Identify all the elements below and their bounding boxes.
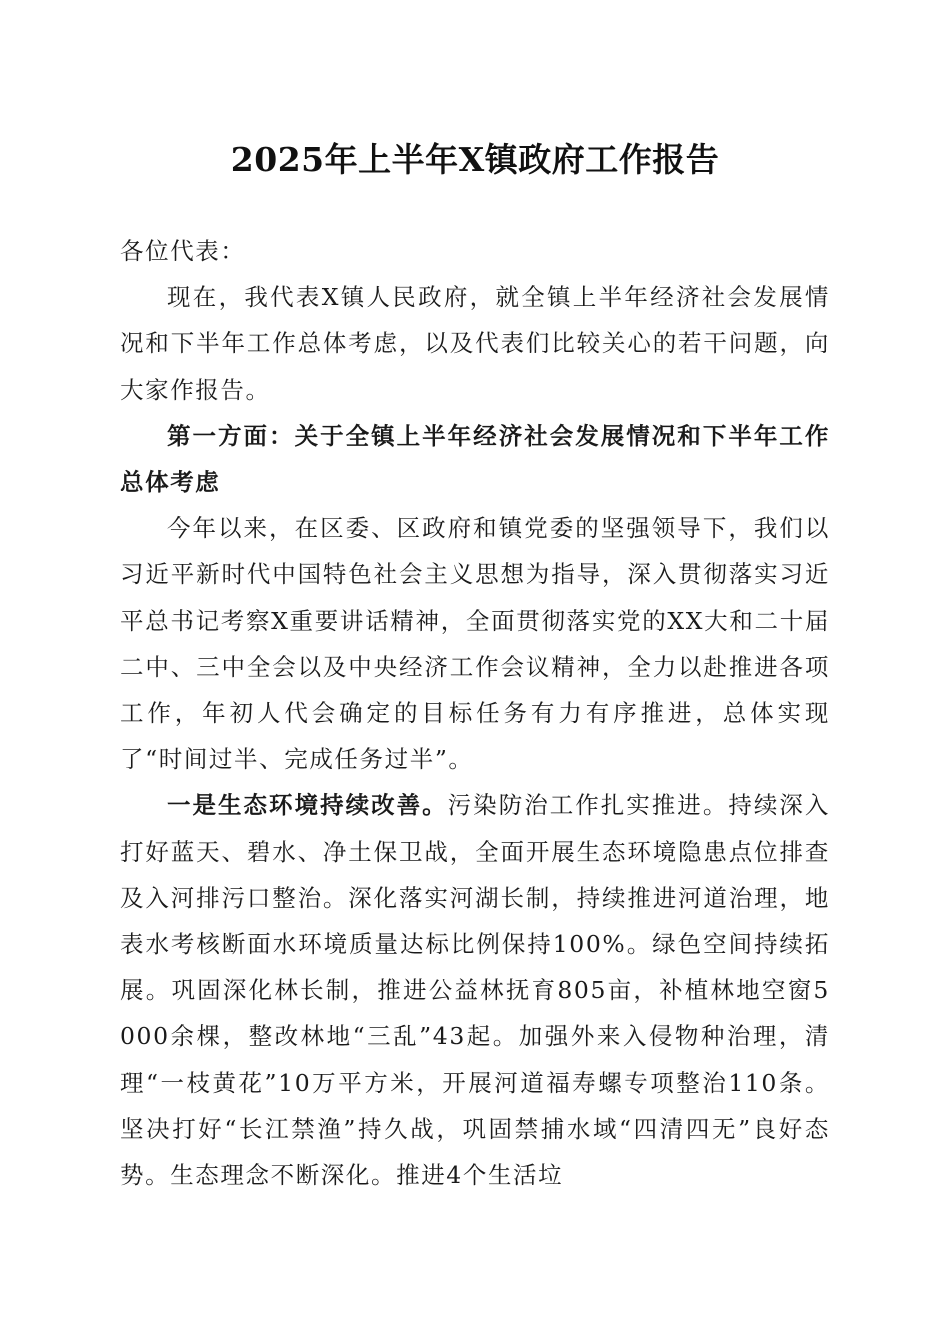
document-title: 2025年上半年X镇政府工作报告 — [230, 140, 720, 179]
paragraph-ecology-text: 污染防治工作扎实推进。持续深入打好蓝天、碧水、净土保卫战，全面开展生态环境隐患点位排查及入河排污口整治。深化落实河湖长制，持续推进河道治理，地表水考核断面水环境质量达标比例保持100%。绿色空间持续拓展。巩固深化林长制，推进公益林抚育805亩，补植林地空窗5000余棵，整改林地“三乱”43起。加强外来入侵物种治理，清理“一枝黄花”10万平方米，开展河道福寿螺专项整治110条。坚决打好“长江禁渔”持久战，巩固禁捕水域“四清四无”良好态势。生态理念不断深化。推进4个生活垃 — [120, 791, 830, 1190]
paragraph-intro: 现在，我代表X镇人民政府，就全镇上半年经济社会发展情况和下半年工作总体考虑，以及代表们比较关心的若干问题，向大家作报告。 — [120, 283, 830, 404]
salutation: 各位代表： — [120, 237, 246, 265]
paragraph-lead: 一是生态环境持续改善。 — [167, 791, 448, 820]
paragraph-ecology — [120, 782, 830, 1198]
document-body — [120, 228, 830, 1198]
section-heading: 第一方面：关于全镇上半年经济社会发展情况和下半年工作总体考虑 — [120, 421, 830, 497]
paragraph-overview: 今年以来，在区委、区政府和镇党委的坚强领导下，我们以习近平新时代中国特色社会主义思想为指导，深入贯彻落实习近平总书记考察X重要讲话精神，全面贯彻落实党的XX大和二十届二中、三中全会以及中央经济工作会议精神，全力以赴推进各项工作，年初人代会确定的目标任务有力有序推进，总体实现了“时间过半、完成任务过半”。 — [120, 514, 830, 774]
